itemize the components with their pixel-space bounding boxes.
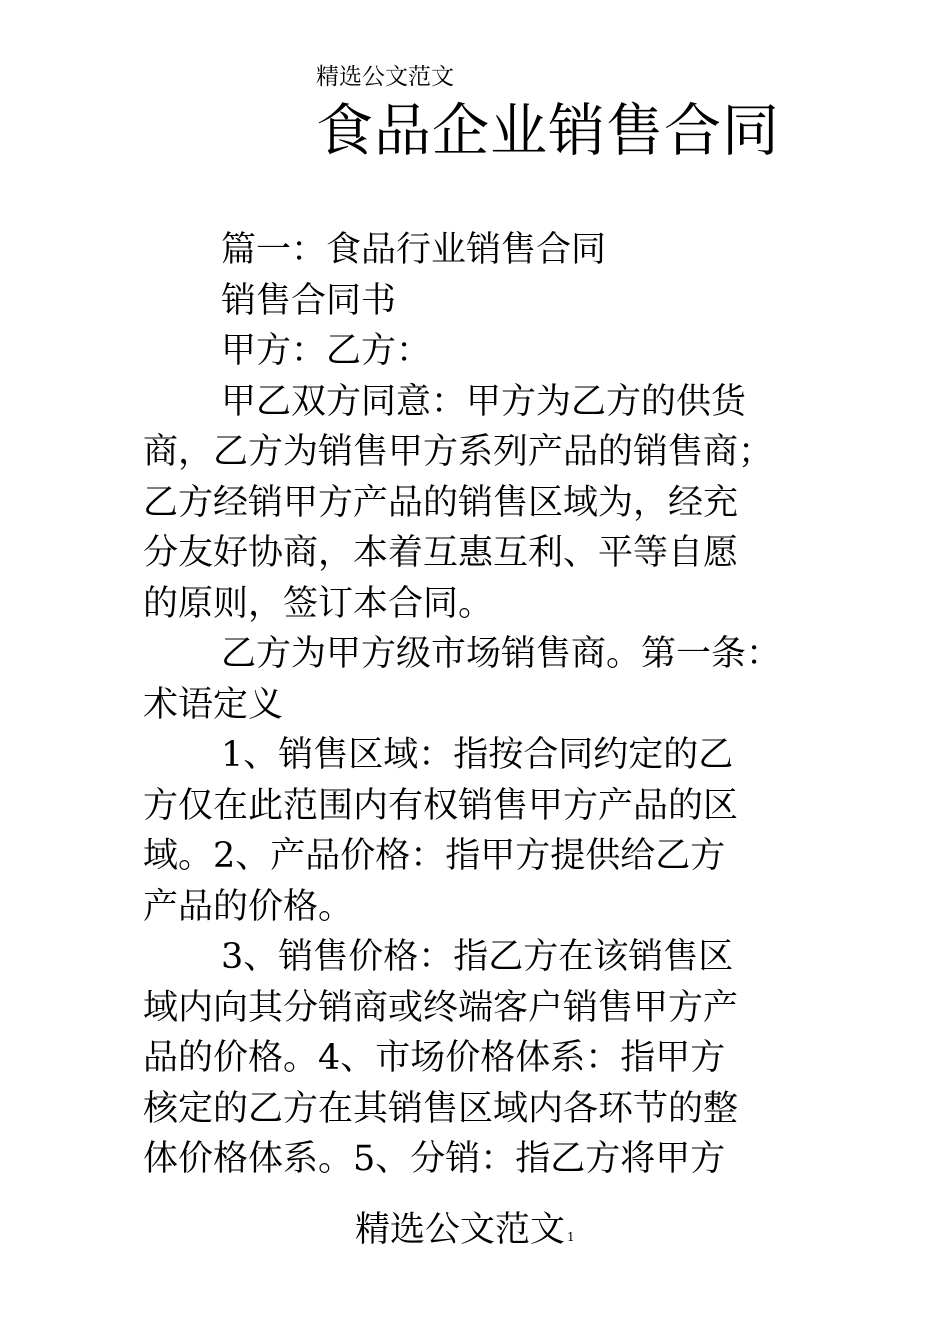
paragraph-line: 域内向其分销商或终端客户销售甲方产 xyxy=(143,987,739,1028)
page-number: 1 xyxy=(567,1230,575,1244)
document-body xyxy=(143,225,823,1185)
header-label: 精选公文范文 xyxy=(316,64,454,90)
paragraph-line: 商，乙方为销售甲方系列产品的销售商； xyxy=(143,432,774,472)
paragraph-line: 乙方经销甲方产品的销售区域为，经充 xyxy=(143,482,739,523)
paragraph-line: 1、销售区域：指按合同约定的乙 xyxy=(221,735,734,775)
paragraph-line: 的原则，签订本合同。 xyxy=(143,583,494,624)
document-title: 食品企业销售合同 xyxy=(316,98,780,164)
footer xyxy=(355,1208,575,1259)
paragraph-line: 核定的乙方在其销售区域内各环节的整 xyxy=(143,1088,739,1129)
contract-subtitle: 销售合同书 xyxy=(221,280,397,321)
paragraph-line: 体价格体系。5、分销：指乙方将甲方 xyxy=(143,1139,726,1179)
paragraph-line: 乙方为甲方级市场销售商。第一条： xyxy=(221,634,782,674)
paragraph-line: 域。2、产品价格：指甲方提供给乙方 xyxy=(143,836,726,876)
paragraph-line: 产品的价格。 xyxy=(143,886,354,927)
paragraph-line: 3、销售价格：指乙方在该销售区 xyxy=(221,937,734,977)
parties-line: 甲方：乙方： xyxy=(221,331,432,371)
paragraph-line: 品的价格。4、市场价格体系：指甲方 xyxy=(143,1038,726,1078)
paragraph-line: 分友好协商，本着互惠互利、平等自愿 xyxy=(143,533,739,573)
section-heading: 篇一：食品行业销售合同 xyxy=(221,230,607,270)
paragraph-line: 方仅在此范围内有权销售甲方产品的区 xyxy=(143,785,739,826)
paragraph-line: 术语定义 xyxy=(143,684,284,725)
paragraph-line: 甲乙双方同意：甲方为乙方的供货 xyxy=(221,381,747,422)
footer-label: 精选公文范文 xyxy=(355,1210,566,1250)
